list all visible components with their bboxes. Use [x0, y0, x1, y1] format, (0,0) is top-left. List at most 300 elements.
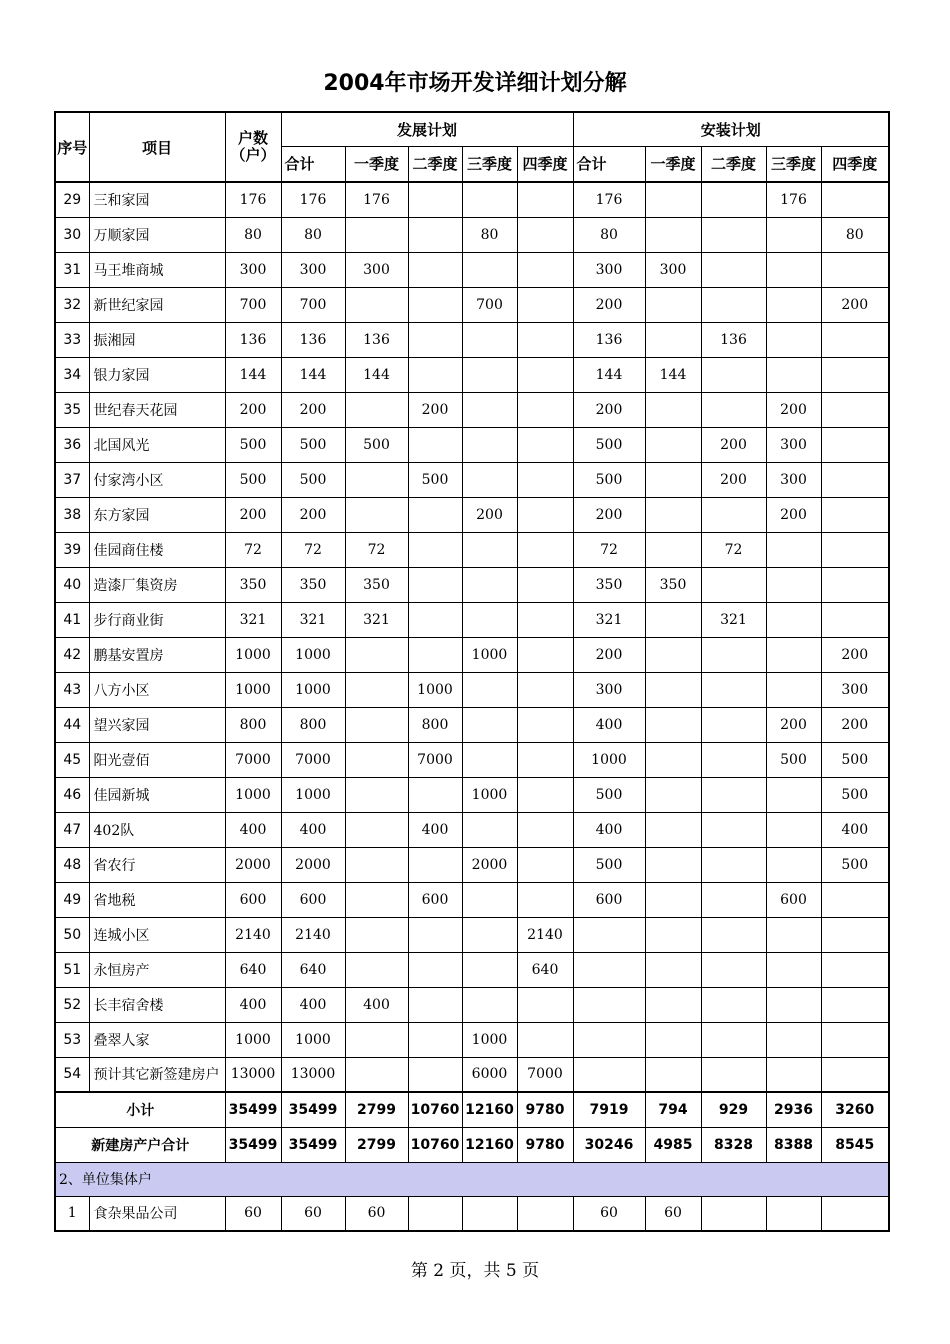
row-item-name: 望兴家园	[89, 707, 225, 742]
table-row	[55, 777, 889, 812]
row-item-name: 北国风光	[89, 427, 225, 462]
grand-total-row-dev-q3: 12160	[462, 1127, 517, 1162]
row-dev-total: 1000	[281, 672, 345, 707]
grand-total-row-households: 35499	[225, 1127, 281, 1162]
row-households: 300	[225, 252, 281, 287]
table-row	[55, 427, 889, 462]
row-dev-q3	[462, 532, 517, 567]
row-dev-total: 500	[281, 427, 345, 462]
subtotal-row-dev-q4: 9780	[517, 1092, 573, 1127]
row-ins-q3	[766, 672, 821, 707]
row-ins-q3	[766, 287, 821, 322]
row-seq: 1	[55, 1196, 89, 1231]
header-households: 户数（户）	[225, 112, 281, 182]
header-install-plan: 安装计划	[573, 112, 889, 146]
row-ins-q3	[766, 1196, 821, 1231]
row-ins-q4	[821, 917, 889, 952]
subtotal-row-ins-q2: 929	[701, 1092, 766, 1127]
table-row	[55, 742, 889, 777]
row-dev-q1	[345, 742, 408, 777]
table-row	[55, 532, 889, 567]
grand-total-row-ins-total: 30246	[573, 1127, 645, 1162]
row-dev-q4	[517, 882, 573, 917]
row-dev-total: 1000	[281, 1022, 345, 1057]
row-dev-q2: 500	[408, 462, 462, 497]
row-dev-q1	[345, 637, 408, 672]
row-ins-q2: 136	[701, 322, 766, 357]
row-dev-q4	[517, 497, 573, 532]
row-ins-q1	[645, 987, 701, 1022]
row-seq: 40	[55, 567, 89, 602]
row-ins-q4	[821, 882, 889, 917]
row-dev-q2	[408, 567, 462, 602]
row-ins-q1	[645, 182, 701, 217]
row-ins-q3	[766, 1057, 821, 1092]
subtotal-row-ins-q3: 2936	[766, 1092, 821, 1127]
row-dev-q4	[517, 812, 573, 847]
row-dev-q2	[408, 602, 462, 637]
row-dev-q3	[462, 952, 517, 987]
row-ins-q4: 200	[821, 707, 889, 742]
row-dev-q3: 1000	[462, 637, 517, 672]
row-dev-total: 321	[281, 602, 345, 637]
row-item-name: 付家湾小区	[89, 462, 225, 497]
row-dev-total: 1000	[281, 637, 345, 672]
row-item-name: 连城小区	[89, 917, 225, 952]
section-header-label: 2、单位集体户	[55, 1162, 889, 1196]
row-households: 13000	[225, 1057, 281, 1092]
row-seq: 46	[55, 777, 89, 812]
row-households: 500	[225, 427, 281, 462]
row-dev-q1	[345, 847, 408, 882]
row-ins-q4: 80	[821, 217, 889, 252]
row-ins-q2	[701, 1022, 766, 1057]
row-dev-q3	[462, 462, 517, 497]
row-ins-q2: 321	[701, 602, 766, 637]
grand-total-row-dev-total: 35499	[281, 1127, 345, 1162]
row-ins-total: 1000	[573, 742, 645, 777]
row-seq: 30	[55, 217, 89, 252]
row-dev-q3	[462, 567, 517, 602]
table-row	[55, 357, 889, 392]
row-ins-q4: 500	[821, 742, 889, 777]
row-dev-q1: 144	[345, 357, 408, 392]
row-households: 1000	[225, 777, 281, 812]
subtotal-row-dev-q2: 10760	[408, 1092, 462, 1127]
row-dev-q2: 600	[408, 882, 462, 917]
table-row	[55, 462, 889, 497]
row-dev-q3: 1000	[462, 777, 517, 812]
header-ins-q4: 四季度	[821, 146, 889, 182]
header-item: 项目	[89, 112, 225, 182]
table-row	[55, 1022, 889, 1057]
row-ins-q2: 200	[701, 427, 766, 462]
row-seq: 36	[55, 427, 89, 462]
row-households: 1000	[225, 1022, 281, 1057]
row-seq: 39	[55, 532, 89, 567]
row-dev-q1	[345, 287, 408, 322]
row-seq: 54	[55, 1057, 89, 1092]
row-item-name: 万顺家园	[89, 217, 225, 252]
row-seq: 47	[55, 812, 89, 847]
row-ins-q2	[701, 217, 766, 252]
row-dev-q3	[462, 742, 517, 777]
row-ins-q2	[701, 672, 766, 707]
row-ins-q3	[766, 567, 821, 602]
row-households: 640	[225, 952, 281, 987]
row-item-name: 叠翠人家	[89, 1022, 225, 1057]
row-ins-q3	[766, 987, 821, 1022]
row-ins-q3	[766, 602, 821, 637]
row-ins-q1	[645, 1022, 701, 1057]
row-ins-q1	[645, 952, 701, 987]
row-ins-q1	[645, 462, 701, 497]
table-row	[55, 322, 889, 357]
row-ins-q1: 144	[645, 357, 701, 392]
row-dev-q4	[517, 847, 573, 882]
row-item-name: 佳园商住楼	[89, 532, 225, 567]
row-ins-q1	[645, 1057, 701, 1092]
subtotal-row	[55, 1092, 889, 1127]
row-dev-total: 200	[281, 392, 345, 427]
row-ins-q2	[701, 1196, 766, 1231]
row-seq: 34	[55, 357, 89, 392]
row-ins-q3	[766, 847, 821, 882]
row-dev-q1	[345, 672, 408, 707]
row-item-name: 402队	[89, 812, 225, 847]
row-ins-q4	[821, 1022, 889, 1057]
row-ins-q4	[821, 497, 889, 532]
row-ins-total: 350	[573, 567, 645, 602]
row-ins-q2	[701, 742, 766, 777]
row-dev-q3	[462, 987, 517, 1022]
row-ins-q3: 200	[766, 392, 821, 427]
row-ins-q3: 176	[766, 182, 821, 217]
row-dev-q2	[408, 217, 462, 252]
table-row	[55, 1057, 889, 1092]
table-row	[55, 672, 889, 707]
row-dev-q4	[517, 1022, 573, 1057]
row-dev-total: 2140	[281, 917, 345, 952]
row-dev-total: 500	[281, 462, 345, 497]
row-ins-q1	[645, 637, 701, 672]
row-ins-total	[573, 987, 645, 1022]
row-dev-q2	[408, 1057, 462, 1092]
row-dev-q1	[345, 952, 408, 987]
row-item-name: 步行商业街	[89, 602, 225, 637]
row-item-name: 预计其它新签建房户	[89, 1057, 225, 1092]
row-ins-q1	[645, 742, 701, 777]
row-item-name: 省地税	[89, 882, 225, 917]
row-dev-q2	[408, 182, 462, 217]
table-row	[55, 497, 889, 532]
row-dev-q2	[408, 322, 462, 357]
table-row	[55, 917, 889, 952]
row-dev-q1: 136	[345, 322, 408, 357]
row-dev-q1	[345, 812, 408, 847]
row-dev-q4	[517, 672, 573, 707]
row-ins-q3: 600	[766, 882, 821, 917]
row-dev-q3: 200	[462, 497, 517, 532]
row-item-name: 马王堆商城	[89, 252, 225, 287]
row-ins-q4: 200	[821, 287, 889, 322]
subtotal-row-dev-total: 35499	[281, 1092, 345, 1127]
row-dev-q2	[408, 637, 462, 672]
row-item-name: 振湘园	[89, 322, 225, 357]
row-ins-q4	[821, 427, 889, 462]
row-dev-total: 600	[281, 882, 345, 917]
row-seq: 48	[55, 847, 89, 882]
row-dev-q3	[462, 917, 517, 952]
row-ins-q4: 200	[821, 637, 889, 672]
row-seq: 33	[55, 322, 89, 357]
row-dev-total: 2000	[281, 847, 345, 882]
row-ins-q3	[766, 777, 821, 812]
table-row	[55, 847, 889, 882]
table-row	[55, 182, 889, 217]
row-ins-total: 400	[573, 812, 645, 847]
row-dev-q3	[462, 602, 517, 637]
row-ins-q1	[645, 672, 701, 707]
row-ins-total: 176	[573, 182, 645, 217]
row-ins-q3	[766, 252, 821, 287]
row-ins-q2	[701, 777, 766, 812]
row-households: 600	[225, 882, 281, 917]
row-ins-q2	[701, 952, 766, 987]
row-item-name: 佳园新城	[89, 777, 225, 812]
row-dev-q4	[517, 707, 573, 742]
row-ins-q3	[766, 532, 821, 567]
row-item-name: 新世纪家园	[89, 287, 225, 322]
grand-total-row	[55, 1127, 889, 1162]
row-ins-q1	[645, 602, 701, 637]
row-ins-q3	[766, 812, 821, 847]
row-dev-q4	[517, 182, 573, 217]
row-ins-total: 300	[573, 672, 645, 707]
row-item-name: 三和家园	[89, 182, 225, 217]
row-households: 176	[225, 182, 281, 217]
row-seq: 29	[55, 182, 89, 217]
row-dev-q2	[408, 952, 462, 987]
row-ins-q3	[766, 637, 821, 672]
row-households: 200	[225, 392, 281, 427]
row-ins-q1	[645, 497, 701, 532]
table-row	[55, 637, 889, 672]
row-ins-q1	[645, 322, 701, 357]
row-dev-q2: 200	[408, 392, 462, 427]
row-ins-total	[573, 952, 645, 987]
row-ins-q2	[701, 987, 766, 1022]
page-title: 2004年市场开发详细计划分解	[323, 71, 627, 96]
row-ins-total: 144	[573, 357, 645, 392]
row-ins-q3	[766, 952, 821, 987]
row-ins-q3	[766, 1022, 821, 1057]
row-dev-q3	[462, 357, 517, 392]
row-households: 144	[225, 357, 281, 392]
row-ins-q1: 300	[645, 252, 701, 287]
row-dev-q4	[517, 217, 573, 252]
row-dev-total: 13000	[281, 1057, 345, 1092]
plan-table	[54, 111, 890, 1232]
row-dev-q3	[462, 252, 517, 287]
table-row	[55, 882, 889, 917]
row-dev-q2: 1000	[408, 672, 462, 707]
row-dev-q3	[462, 812, 517, 847]
row-households: 80	[225, 217, 281, 252]
row-dev-q4	[517, 637, 573, 672]
row-dev-total: 400	[281, 812, 345, 847]
row-ins-q4	[821, 462, 889, 497]
row-households: 2140	[225, 917, 281, 952]
row-dev-total: 300	[281, 252, 345, 287]
row-ins-q4	[821, 1057, 889, 1092]
row-households: 500	[225, 462, 281, 497]
row-dev-q4	[517, 392, 573, 427]
row-dev-q1	[345, 1057, 408, 1092]
row-dev-total: 700	[281, 287, 345, 322]
row-dev-q3	[462, 672, 517, 707]
row-households: 2000	[225, 847, 281, 882]
row-ins-q2	[701, 252, 766, 287]
row-ins-q2	[701, 637, 766, 672]
row-ins-q2	[701, 847, 766, 882]
row-ins-total	[573, 917, 645, 952]
row-ins-q1	[645, 812, 701, 847]
row-dev-q1: 300	[345, 252, 408, 287]
row-dev-q1	[345, 217, 408, 252]
header-dev-q1: 一季度	[345, 146, 408, 182]
subtotal-row-households: 35499	[225, 1092, 281, 1127]
row-dev-q2	[408, 497, 462, 532]
row-ins-q2	[701, 287, 766, 322]
row-ins-q4	[821, 357, 889, 392]
table-row	[55, 952, 889, 987]
row-item-name: 造漆厂集资房	[89, 567, 225, 602]
row-dev-q1: 400	[345, 987, 408, 1022]
row-dev-q1: 500	[345, 427, 408, 462]
row-dev-q3	[462, 182, 517, 217]
section-header-row	[55, 1162, 889, 1196]
row-ins-total: 600	[573, 882, 645, 917]
row-ins-q4	[821, 1196, 889, 1231]
row-dev-q1: 176	[345, 182, 408, 217]
row-ins-total: 72	[573, 532, 645, 567]
row-dev-q2: 7000	[408, 742, 462, 777]
row-dev-q2	[408, 287, 462, 322]
row-dev-total: 72	[281, 532, 345, 567]
row-dev-q4: 7000	[517, 1057, 573, 1092]
row-seq: 53	[55, 1022, 89, 1057]
row-dev-q3: 1000	[462, 1022, 517, 1057]
row-ins-q4	[821, 567, 889, 602]
row-ins-total: 500	[573, 427, 645, 462]
row-dev-q1	[345, 882, 408, 917]
row-dev-q4: 2140	[517, 917, 573, 952]
row-item-name: 银力家园	[89, 357, 225, 392]
row-ins-total: 200	[573, 392, 645, 427]
row-households: 72	[225, 532, 281, 567]
header-dev-q2: 二季度	[408, 146, 462, 182]
row-dev-q2: 800	[408, 707, 462, 742]
row-dev-q2	[408, 532, 462, 567]
row-item-name: 八方小区	[89, 672, 225, 707]
row-dev-q4	[517, 567, 573, 602]
header-dev-q3: 三季度	[462, 146, 517, 182]
row-dev-total: 144	[281, 357, 345, 392]
row-dev-q3: 2000	[462, 847, 517, 882]
row-dev-q2: 400	[408, 812, 462, 847]
row-dev-total: 400	[281, 987, 345, 1022]
row-ins-q1	[645, 392, 701, 427]
table-row	[55, 602, 889, 637]
row-dev-q3	[462, 1196, 517, 1231]
row-dev-q3: 6000	[462, 1057, 517, 1092]
row-ins-q3	[766, 322, 821, 357]
row-ins-total: 200	[573, 287, 645, 322]
row-seq: 52	[55, 987, 89, 1022]
row-households: 1000	[225, 672, 281, 707]
subtotal-row-dev-q1: 2799	[345, 1092, 408, 1127]
row-ins-q4	[821, 532, 889, 567]
grand-total-row-ins-q1: 4985	[645, 1127, 701, 1162]
row-item-name: 鹏基安置房	[89, 637, 225, 672]
row-ins-total: 500	[573, 847, 645, 882]
row-dev-q4	[517, 777, 573, 812]
row-ins-q3	[766, 917, 821, 952]
table-row	[55, 1196, 889, 1231]
row-seq: 50	[55, 917, 89, 952]
row-households: 400	[225, 987, 281, 1022]
row-ins-total: 60	[573, 1196, 645, 1231]
row-ins-q1	[645, 777, 701, 812]
row-ins-total	[573, 1022, 645, 1057]
row-dev-total: 1000	[281, 777, 345, 812]
table-row	[55, 392, 889, 427]
row-ins-q4	[821, 952, 889, 987]
row-item-name: 东方家园	[89, 497, 225, 532]
grand-total-row-ins-q2: 8328	[701, 1127, 766, 1162]
row-seq: 42	[55, 637, 89, 672]
row-dev-total: 350	[281, 567, 345, 602]
row-ins-q1	[645, 532, 701, 567]
row-dev-q4	[517, 357, 573, 392]
row-ins-q1	[645, 847, 701, 882]
row-ins-total: 400	[573, 707, 645, 742]
page-footer: 第 2 页，共 5 页	[410, 1261, 540, 1281]
grand-total-row-ins-q3: 8388	[766, 1127, 821, 1162]
row-dev-q3: 700	[462, 287, 517, 322]
row-ins-q2	[701, 812, 766, 847]
table-row	[55, 987, 889, 1022]
table-row	[55, 707, 889, 742]
row-ins-q1	[645, 707, 701, 742]
grand-total-row-dev-q4: 9780	[517, 1127, 573, 1162]
header-dev-total: 合计	[281, 146, 345, 182]
row-ins-q2: 200	[701, 462, 766, 497]
subtotal-row-dev-q3: 12160	[462, 1092, 517, 1127]
row-ins-q2	[701, 392, 766, 427]
row-dev-q4	[517, 427, 573, 462]
row-seq: 41	[55, 602, 89, 637]
row-households: 136	[225, 322, 281, 357]
row-dev-q2	[408, 427, 462, 462]
row-dev-q4	[517, 462, 573, 497]
row-dev-q3	[462, 322, 517, 357]
row-ins-total: 80	[573, 217, 645, 252]
row-ins-q1	[645, 287, 701, 322]
row-ins-q2	[701, 917, 766, 952]
row-ins-total: 500	[573, 462, 645, 497]
